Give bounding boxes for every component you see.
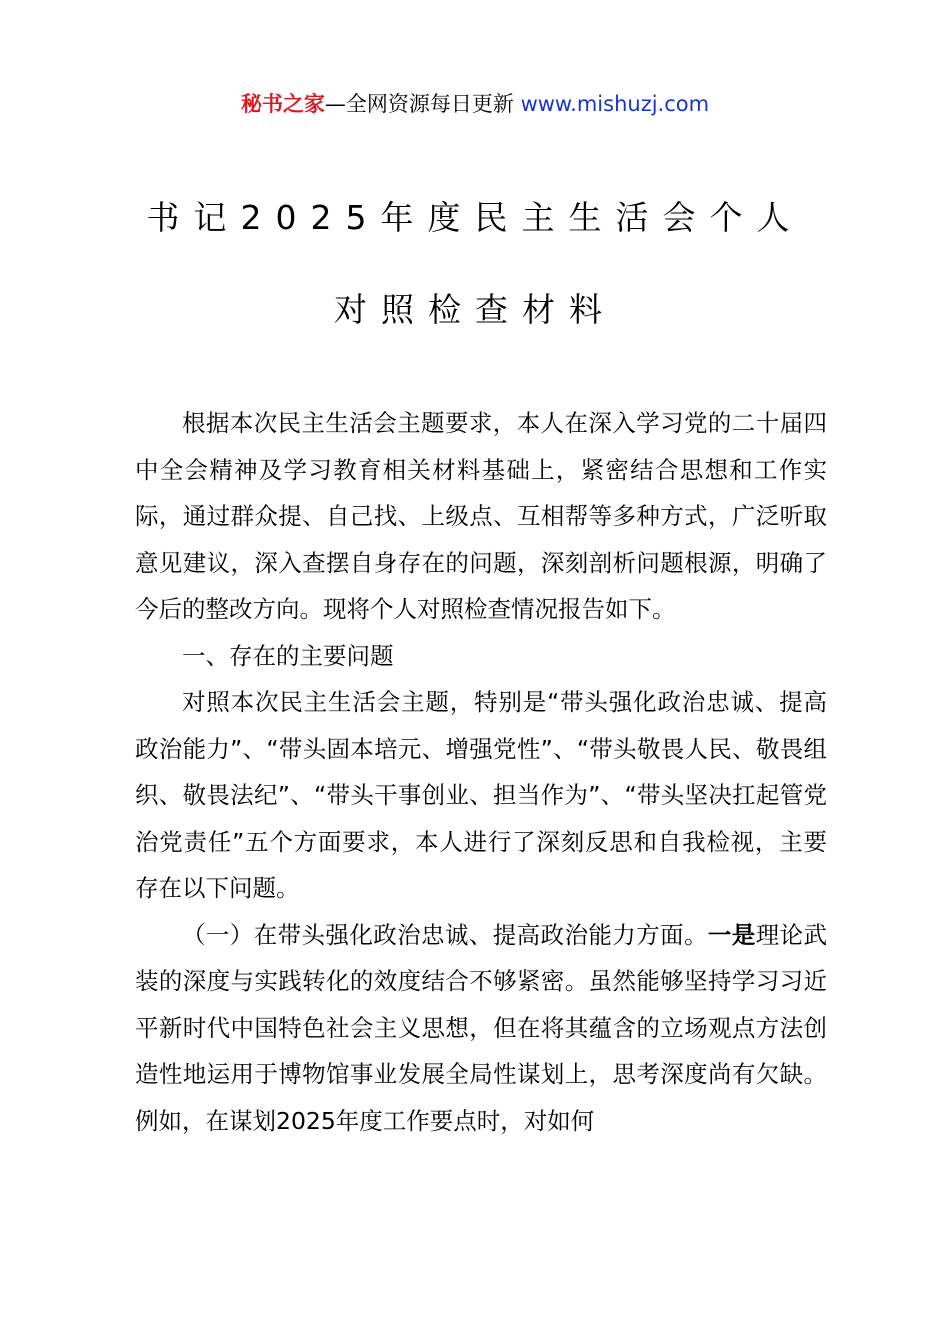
- document-title-line-2: 对照检查材料: [334, 290, 616, 329]
- subsection-paragraph: [135, 912, 827, 1145]
- section-heading: 一、存在的主要问题: [182, 641, 394, 670]
- intro-paragraph: 根据本次民主生活会主题要求，本人在深入学习党的二十届四中全会精神及学习教育相关材料基础上，紧密结合思想和工作实际，通过群众提、自己找、上级点、互相帮等多种方式，广泛听取意见建议，深入查摆自身存在的问题，深刻剖析问题根源，明确了今后的整改方向。现将个人对照检查情况报告如下。: [135, 409, 827, 623]
- subsection-text: 理论武装的深度与实践转化的效度结合不够紧密。虽然能够坚持学习习近平新时代中国特色社会主义思想，但在将其蕴含的立场观点方法创造性地运用于博物馆事业发展全局性谋划上，思考深度尚有欠缺。例如，在谋划2025年度工作要点时，对如何: [135, 920, 828, 1135]
- site-brand: 秘书之家: [240, 92, 325, 116]
- site-header: [0, 88, 950, 120]
- themes-paragraph: 对照本次民主生活会主题，特别是“带头强化政治忠诚、提高政治能力”、“带头固本培元、增强党性”、“带头敬畏人民、敬畏组织、敬畏法纪”、“带头干事创业、担当作为”、“带头坚决扛起管党治党责任”五个方面要求，本人进行了深刻反思和自我检视，主要存在以下问题。: [135, 688, 827, 902]
- document-body: [135, 400, 827, 1144]
- subsection-intro: （一）在带头强化政治忠诚、提高政治能力方面。: [182, 920, 708, 949]
- site-slogan: —全网资源每日更新: [324, 92, 521, 116]
- document-title-line-1: 书记2025年度民主生活会个人: [146, 198, 804, 237]
- site-url-link[interactable]: www.mishuzj.com: [520, 92, 710, 116]
- subsection-bold-marker: 一是: [707, 920, 756, 949]
